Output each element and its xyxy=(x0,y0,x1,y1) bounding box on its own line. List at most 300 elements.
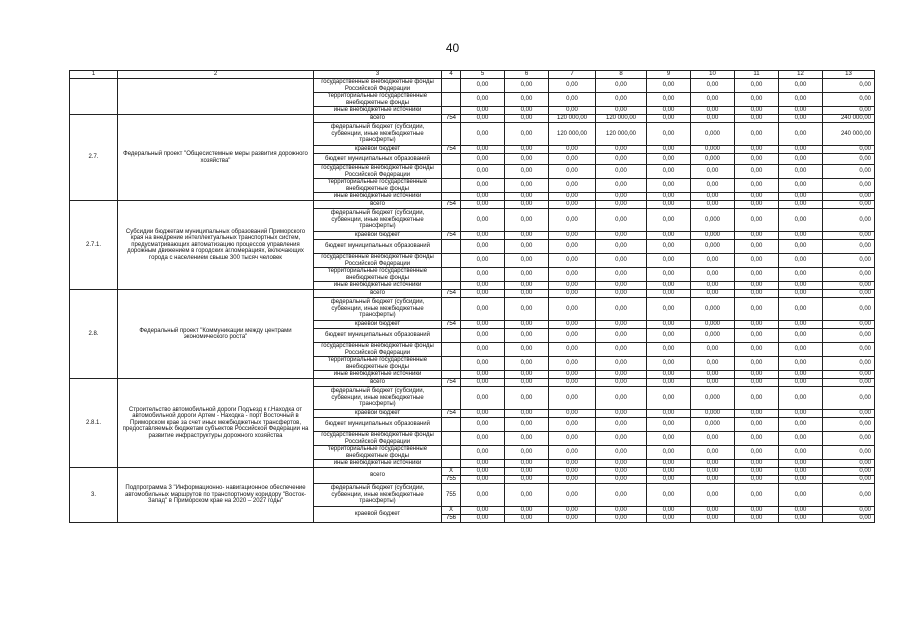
value-cell: 0,00 xyxy=(823,507,875,515)
page-number: 40 xyxy=(445,41,460,55)
value-cell: 0,00 xyxy=(779,193,823,201)
value-cell: 0,00 xyxy=(779,321,823,329)
funding-source: бюджет муниципальных образований xyxy=(314,154,442,165)
value-cell: 0,000 xyxy=(691,146,735,154)
value-cell: 0,00 xyxy=(735,165,779,179)
value-cell: 0,00 xyxy=(647,410,691,418)
column-header-10: 10 xyxy=(691,71,735,79)
value-cell: 0,00 xyxy=(779,254,823,268)
value-cell: 0,00 xyxy=(735,507,779,515)
value-cell: 0,00 xyxy=(779,446,823,460)
value-cell: 0,00 xyxy=(505,107,549,115)
value-cell: 0,00 xyxy=(647,115,691,123)
grbs-code xyxy=(442,179,461,193)
table-row xyxy=(70,468,875,476)
funding-source: государственные внебюджетные фонды Российской Федерации xyxy=(314,343,442,357)
value-cell: 0,00 xyxy=(549,343,596,357)
value-cell: 0,00 xyxy=(735,290,779,298)
value-cell: 0,00 xyxy=(549,240,596,254)
value-cell: 0,000 xyxy=(691,209,735,232)
value-cell: 0,00 xyxy=(823,321,875,329)
value-cell: 0,00 xyxy=(779,209,823,232)
value-cell: 0,00 xyxy=(549,321,596,329)
value-cell: 0,00 xyxy=(823,371,875,379)
value-cell: 0,00 xyxy=(549,329,596,343)
column-header-6: 6 xyxy=(505,71,549,79)
funding-source: территориальные государственные внебюджетные фонды xyxy=(314,93,442,107)
table-row xyxy=(70,290,875,298)
value-cell: 0,00 xyxy=(505,290,549,298)
value-cell: 0,00 xyxy=(461,154,505,165)
value-cell: 0,00 xyxy=(779,165,823,179)
value-cell: 0,00 xyxy=(779,240,823,254)
value-cell: 0,00 xyxy=(596,179,647,193)
value-cell: 0,00 xyxy=(596,432,647,446)
value-cell: 0,00 xyxy=(647,418,691,432)
value-cell: 0,00 xyxy=(647,79,691,93)
value-cell: 0,00 xyxy=(549,446,596,460)
funding-source: территориальные государственные внебюджетные фонды xyxy=(314,268,442,282)
funding-source: государственные внебюджетные фонды Российской Федерации xyxy=(314,254,442,268)
value-cell: 0,00 xyxy=(823,329,875,343)
value-cell: 0,00 xyxy=(505,507,549,515)
grbs-code: 756 xyxy=(442,515,461,523)
value-cell: 0,00 xyxy=(823,298,875,321)
value-cell: 0,00 xyxy=(647,179,691,193)
value-cell: 0,00 xyxy=(735,468,779,476)
value-cell: 0,00 xyxy=(505,268,549,282)
value-cell: 0,00 xyxy=(647,371,691,379)
value-cell: 0,00 xyxy=(461,446,505,460)
value-cell: 0,00 xyxy=(691,446,735,460)
value-cell: 120 000,00 xyxy=(549,115,596,123)
value-cell: 0,00 xyxy=(779,232,823,240)
value-cell: 0,00 xyxy=(735,460,779,468)
grbs-code xyxy=(442,343,461,357)
value-cell: 0,00 xyxy=(691,179,735,193)
value-cell: 0,00 xyxy=(735,123,779,146)
value-cell: 0,00 xyxy=(779,115,823,123)
value-cell: 0,000 xyxy=(691,410,735,418)
value-cell: 0,00 xyxy=(505,321,549,329)
grbs-code xyxy=(442,240,461,254)
value-cell: 0,00 xyxy=(505,446,549,460)
value-cell: 0,00 xyxy=(647,321,691,329)
grbs-code xyxy=(442,268,461,282)
value-cell: 0,00 xyxy=(549,282,596,290)
value-cell: 0,00 xyxy=(461,387,505,410)
value-cell: 0,00 xyxy=(779,268,823,282)
value-cell: 0,000 xyxy=(691,154,735,165)
value-cell: 0,000 xyxy=(691,418,735,432)
value-cell: 0,00 xyxy=(647,146,691,154)
value-cell: 0,00 xyxy=(461,79,505,93)
value-cell: 0,00 xyxy=(735,107,779,115)
item-name: Подпрограмма 3 "Информационно- навигационное обеспечение автомобильных маршрутов по транспортному коридору "Восток- Запад" в Приморском крае на 2020 – 2027 годы" xyxy=(118,468,314,523)
value-cell: 0,00 xyxy=(505,123,549,146)
value-cell: 0,00 xyxy=(735,484,779,507)
value-cell: 0,00 xyxy=(549,432,596,446)
item-name: Федеральный проект "Коммуникации между центрами экономического роста" xyxy=(118,290,314,379)
value-cell: 0,00 xyxy=(691,460,735,468)
value-cell: 0,00 xyxy=(549,484,596,507)
value-cell: 0,00 xyxy=(505,115,549,123)
value-cell: 0,00 xyxy=(505,515,549,523)
value-cell: 0,00 xyxy=(647,432,691,446)
value-cell: 0,00 xyxy=(461,343,505,357)
value-cell: 0,00 xyxy=(691,476,735,484)
value-cell: 0,00 xyxy=(823,484,875,507)
value-cell: 120 000,00 xyxy=(549,123,596,146)
value-cell: 0,00 xyxy=(735,79,779,93)
value-cell: 0,00 xyxy=(691,193,735,201)
value-cell: 0,00 xyxy=(505,476,549,484)
value-cell: 0,00 xyxy=(779,484,823,507)
value-cell: 0,00 xyxy=(647,446,691,460)
value-cell: 0,00 xyxy=(461,240,505,254)
value-cell: 0,00 xyxy=(823,387,875,410)
value-cell: 0,00 xyxy=(596,282,647,290)
value-cell: 0,00 xyxy=(505,298,549,321)
funding-source: иные внебюджетные источники xyxy=(314,371,442,379)
grbs-code xyxy=(442,371,461,379)
value-cell: 0,00 xyxy=(461,115,505,123)
value-cell: 0,00 xyxy=(461,432,505,446)
value-cell: 0,00 xyxy=(779,418,823,432)
value-cell: 0,00 xyxy=(735,432,779,446)
value-cell: 0,00 xyxy=(549,379,596,387)
value-cell: 0,00 xyxy=(691,282,735,290)
value-cell: 0,00 xyxy=(596,484,647,507)
value-cell: 0,00 xyxy=(779,343,823,357)
value-cell: 0,00 xyxy=(735,146,779,154)
value-cell: 0,00 xyxy=(596,329,647,343)
funding-source: иные внебюджетные источники xyxy=(314,193,442,201)
grbs-code xyxy=(442,282,461,290)
value-cell: 0,00 xyxy=(461,418,505,432)
value-cell: 0,00 xyxy=(823,446,875,460)
value-cell: 0,00 xyxy=(461,321,505,329)
value-cell: 0,00 xyxy=(505,410,549,418)
grbs-code xyxy=(442,446,461,460)
value-cell: 0,00 xyxy=(505,93,549,107)
value-cell: 0,00 xyxy=(647,209,691,232)
funding-source: федеральный бюджет (субсидии, субвенции, иные межбюджетные трансферты) xyxy=(314,387,442,410)
funding-source: краевой бюджет xyxy=(314,410,442,418)
value-cell: 0,00 xyxy=(549,232,596,240)
value-cell: 0,00 xyxy=(596,107,647,115)
value-cell: 0,00 xyxy=(461,93,505,107)
value-cell: 0,00 xyxy=(549,357,596,371)
grbs-code: X xyxy=(442,507,461,515)
value-cell: 0,00 xyxy=(461,357,505,371)
item-number: 2.8. xyxy=(70,290,118,379)
value-cell: 0,00 xyxy=(691,254,735,268)
value-cell: 0,00 xyxy=(823,343,875,357)
value-cell: 0,00 xyxy=(596,232,647,240)
value-cell: 0,00 xyxy=(823,240,875,254)
value-cell: 120 000,00 xyxy=(596,115,647,123)
grbs-code: 754 xyxy=(442,115,461,123)
value-cell: 0,00 xyxy=(596,371,647,379)
value-cell: 0,00 xyxy=(779,515,823,523)
value-cell: 0,00 xyxy=(735,476,779,484)
grbs-code xyxy=(442,107,461,115)
value-cell: 0,00 xyxy=(596,357,647,371)
value-cell: 0,00 xyxy=(735,357,779,371)
value-cell: 0,00 xyxy=(735,387,779,410)
value-cell: 0,00 xyxy=(596,298,647,321)
value-cell: 0,00 xyxy=(461,410,505,418)
value-cell: 0,00 xyxy=(505,484,549,507)
value-cell: 0,00 xyxy=(735,282,779,290)
value-cell: 0,000 xyxy=(691,321,735,329)
value-cell: 240 000,00 xyxy=(823,115,875,123)
grbs-code: 754 xyxy=(442,410,461,418)
grbs-code: 754 xyxy=(442,201,461,209)
value-cell: 0,00 xyxy=(691,357,735,371)
value-cell: 0,00 xyxy=(596,201,647,209)
value-cell: 0,00 xyxy=(461,232,505,240)
value-cell: 0,00 xyxy=(549,476,596,484)
value-cell: 0,00 xyxy=(549,418,596,432)
value-cell: 0,00 xyxy=(691,290,735,298)
value-cell: 0,00 xyxy=(647,282,691,290)
funding-source: иные внебюджетные источники xyxy=(314,460,442,468)
value-cell: 0,00 xyxy=(549,515,596,523)
value-cell: 0,00 xyxy=(461,515,505,523)
value-cell: 0,00 xyxy=(647,387,691,410)
grbs-code xyxy=(442,209,461,232)
value-cell: 0,00 xyxy=(647,484,691,507)
value-cell: 0,00 xyxy=(505,343,549,357)
value-cell: 0,00 xyxy=(779,507,823,515)
value-cell: 0,000 xyxy=(691,298,735,321)
value-cell: 0,00 xyxy=(647,329,691,343)
value-cell: 0,00 xyxy=(549,201,596,209)
value-cell: 0,00 xyxy=(647,290,691,298)
value-cell: 0,00 xyxy=(735,371,779,379)
value-cell: 0,00 xyxy=(596,343,647,357)
value-cell: 0,00 xyxy=(549,154,596,165)
value-cell: 0,00 xyxy=(549,290,596,298)
funding-source: всего xyxy=(314,115,442,123)
value-cell: 0,00 xyxy=(505,179,549,193)
funding-source: всего xyxy=(314,379,442,387)
grbs-code: 755 xyxy=(442,484,461,507)
value-cell: 0,00 xyxy=(691,468,735,476)
value-cell: 0,00 xyxy=(505,193,549,201)
value-cell: 0,00 xyxy=(596,165,647,179)
funding-source: бюджет муниципальных образований xyxy=(314,240,442,254)
table-row xyxy=(70,115,875,123)
value-cell: 0,00 xyxy=(549,387,596,410)
grbs-code: 754 xyxy=(442,146,461,154)
grbs-code: X xyxy=(442,468,461,476)
funding-source: всего xyxy=(314,201,442,209)
item-number xyxy=(70,79,118,115)
item-name: Субсидии бюджетам муниципальных образований Приморского края на внедрение интеллектуальных транспортных систем, предусматривающих автоматизацию процессов управления дорожным движением в городских агломерациях, включающих города с населением свыше 300 тысяч человек xyxy=(118,201,314,290)
grbs-code xyxy=(442,93,461,107)
value-cell: 0,00 xyxy=(691,107,735,115)
value-cell: 0,00 xyxy=(461,179,505,193)
value-cell: 0,000 xyxy=(691,123,735,146)
grbs-code xyxy=(442,165,461,179)
value-cell: 0,00 xyxy=(823,154,875,165)
value-cell: 0,00 xyxy=(647,268,691,282)
value-cell: 0,00 xyxy=(461,507,505,515)
value-cell: 0,00 xyxy=(461,379,505,387)
table-row xyxy=(70,201,875,209)
value-cell: 0,00 xyxy=(779,329,823,343)
value-cell: 0,00 xyxy=(461,371,505,379)
value-cell: 0,00 xyxy=(823,460,875,468)
value-cell: 0,00 xyxy=(823,93,875,107)
value-cell: 0,00 xyxy=(505,201,549,209)
value-cell: 0,00 xyxy=(691,515,735,523)
value-cell: 0,00 xyxy=(823,146,875,154)
value-cell: 0,00 xyxy=(549,165,596,179)
value-cell: 0,00 xyxy=(549,146,596,154)
value-cell: 0,00 xyxy=(647,298,691,321)
value-cell: 0,00 xyxy=(505,165,549,179)
value-cell: 0,00 xyxy=(823,290,875,298)
value-cell: 0,00 xyxy=(505,240,549,254)
funding-source: территориальные государственные внебюджетные фонды xyxy=(314,357,442,371)
column-header-11: 11 xyxy=(735,71,779,79)
value-cell: 0,00 xyxy=(505,154,549,165)
value-cell: 0,00 xyxy=(505,379,549,387)
value-cell: 0,00 xyxy=(647,460,691,468)
value-cell: 0,00 xyxy=(461,484,505,507)
grbs-code xyxy=(442,387,461,410)
value-cell: 0,00 xyxy=(735,268,779,282)
value-cell: 0,00 xyxy=(823,165,875,179)
value-cell: 0,00 xyxy=(647,123,691,146)
value-cell: 0,00 xyxy=(779,410,823,418)
value-cell: 0,00 xyxy=(735,446,779,460)
value-cell: 0,00 xyxy=(823,476,875,484)
value-cell: 0,00 xyxy=(647,201,691,209)
value-cell: 0,00 xyxy=(596,321,647,329)
value-cell: 0,00 xyxy=(647,254,691,268)
value-cell: 0,00 xyxy=(691,268,735,282)
value-cell: 0,00 xyxy=(735,343,779,357)
value-cell: 0,00 xyxy=(647,232,691,240)
value-cell: 0,00 xyxy=(505,468,549,476)
item-name: Федеральный проект "Общесистемные меры развития дорожного хозяйства" xyxy=(118,115,314,201)
value-cell: 0,00 xyxy=(505,418,549,432)
value-cell: 0,00 xyxy=(461,476,505,484)
grbs-code: 755 xyxy=(442,476,461,484)
value-cell: 0,00 xyxy=(647,93,691,107)
column-header-3: 3 xyxy=(314,71,442,79)
value-cell: 0,00 xyxy=(596,154,647,165)
value-cell: 0,00 xyxy=(823,515,875,523)
value-cell: 0,00 xyxy=(735,209,779,232)
value-cell: 0,00 xyxy=(735,298,779,321)
value-cell: 0,00 xyxy=(549,209,596,232)
budget-table xyxy=(69,70,875,523)
value-cell: 0,00 xyxy=(505,460,549,468)
value-cell: 0,00 xyxy=(549,193,596,201)
value-cell: 0,00 xyxy=(647,507,691,515)
funding-source: государственные внебюджетные фонды Российской Федерации xyxy=(314,79,442,93)
funding-source: всего xyxy=(314,290,442,298)
funding-source: федеральный бюджет (субсидии, субвенции, иные межбюджетные трансферты) xyxy=(314,209,442,232)
value-cell: 0,00 xyxy=(823,468,875,476)
value-cell: 0,00 xyxy=(735,379,779,387)
column-header-4: 4 xyxy=(442,71,461,79)
value-cell: 0,00 xyxy=(779,146,823,154)
value-cell: 0,00 xyxy=(779,298,823,321)
value-cell: 0,00 xyxy=(505,79,549,93)
value-cell: 0,00 xyxy=(735,240,779,254)
value-cell: 0,00 xyxy=(461,460,505,468)
value-cell: 0,00 xyxy=(779,93,823,107)
value-cell: 0,00 xyxy=(461,201,505,209)
value-cell: 0,00 xyxy=(596,240,647,254)
value-cell: 0,00 xyxy=(691,79,735,93)
funding-source: бюджет муниципальных образований xyxy=(314,329,442,343)
value-cell: 0,00 xyxy=(823,201,875,209)
grbs-code xyxy=(442,79,461,93)
value-cell: 0,00 xyxy=(691,201,735,209)
value-cell: 0,00 xyxy=(823,79,875,93)
value-cell: 0,00 xyxy=(549,179,596,193)
item-number: 2.7.1. xyxy=(70,201,118,290)
column-header-8: 8 xyxy=(596,71,647,79)
value-cell: 0,00 xyxy=(779,387,823,410)
value-cell: 120 000,00 xyxy=(596,123,647,146)
funding-source: федеральный бюджет (субсидии, субвенции, иные межбюджетные трансферты) xyxy=(314,298,442,321)
grbs-code xyxy=(442,432,461,446)
funding-source: федеральный бюджет (субсидии, субвенции, иные межбюджетные трансферты) xyxy=(314,484,442,507)
grbs-code: 754 xyxy=(442,379,461,387)
value-cell: 0,00 xyxy=(735,232,779,240)
value-cell: 0,00 xyxy=(691,93,735,107)
value-cell: 0,00 xyxy=(779,460,823,468)
value-cell: 0,00 xyxy=(596,193,647,201)
value-cell: 0,00 xyxy=(596,387,647,410)
value-cell: 0,00 xyxy=(779,154,823,165)
value-cell: 0,00 xyxy=(596,268,647,282)
grbs-code: 754 xyxy=(442,290,461,298)
value-cell: 0,00 xyxy=(461,107,505,115)
value-cell: 0,00 xyxy=(691,165,735,179)
value-cell: 0,00 xyxy=(779,371,823,379)
value-cell: 0,00 xyxy=(823,410,875,418)
value-cell: 0,00 xyxy=(779,357,823,371)
value-cell: 0,00 xyxy=(735,154,779,165)
item-number: 2.7. xyxy=(70,115,118,201)
value-cell: 0,00 xyxy=(735,329,779,343)
value-cell: 0,00 xyxy=(596,507,647,515)
value-cell: 0,00 xyxy=(823,179,875,193)
header-row xyxy=(70,71,875,79)
grbs-code xyxy=(442,329,461,343)
value-cell: 0,00 xyxy=(779,432,823,446)
funding-source: иные внебюджетные источники xyxy=(314,107,442,115)
value-cell: 0,00 xyxy=(596,209,647,232)
value-cell: 0,00 xyxy=(647,240,691,254)
value-cell: 0,00 xyxy=(647,107,691,115)
value-cell: 0,00 xyxy=(461,146,505,154)
grbs-code xyxy=(442,123,461,146)
funding-source: территориальные государственные внебюджетные фонды xyxy=(314,446,442,460)
column-header-7: 7 xyxy=(549,71,596,79)
funding-source: федеральный бюджет (субсидии, субвенции, иные межбюджетные трансферты) xyxy=(314,123,442,146)
